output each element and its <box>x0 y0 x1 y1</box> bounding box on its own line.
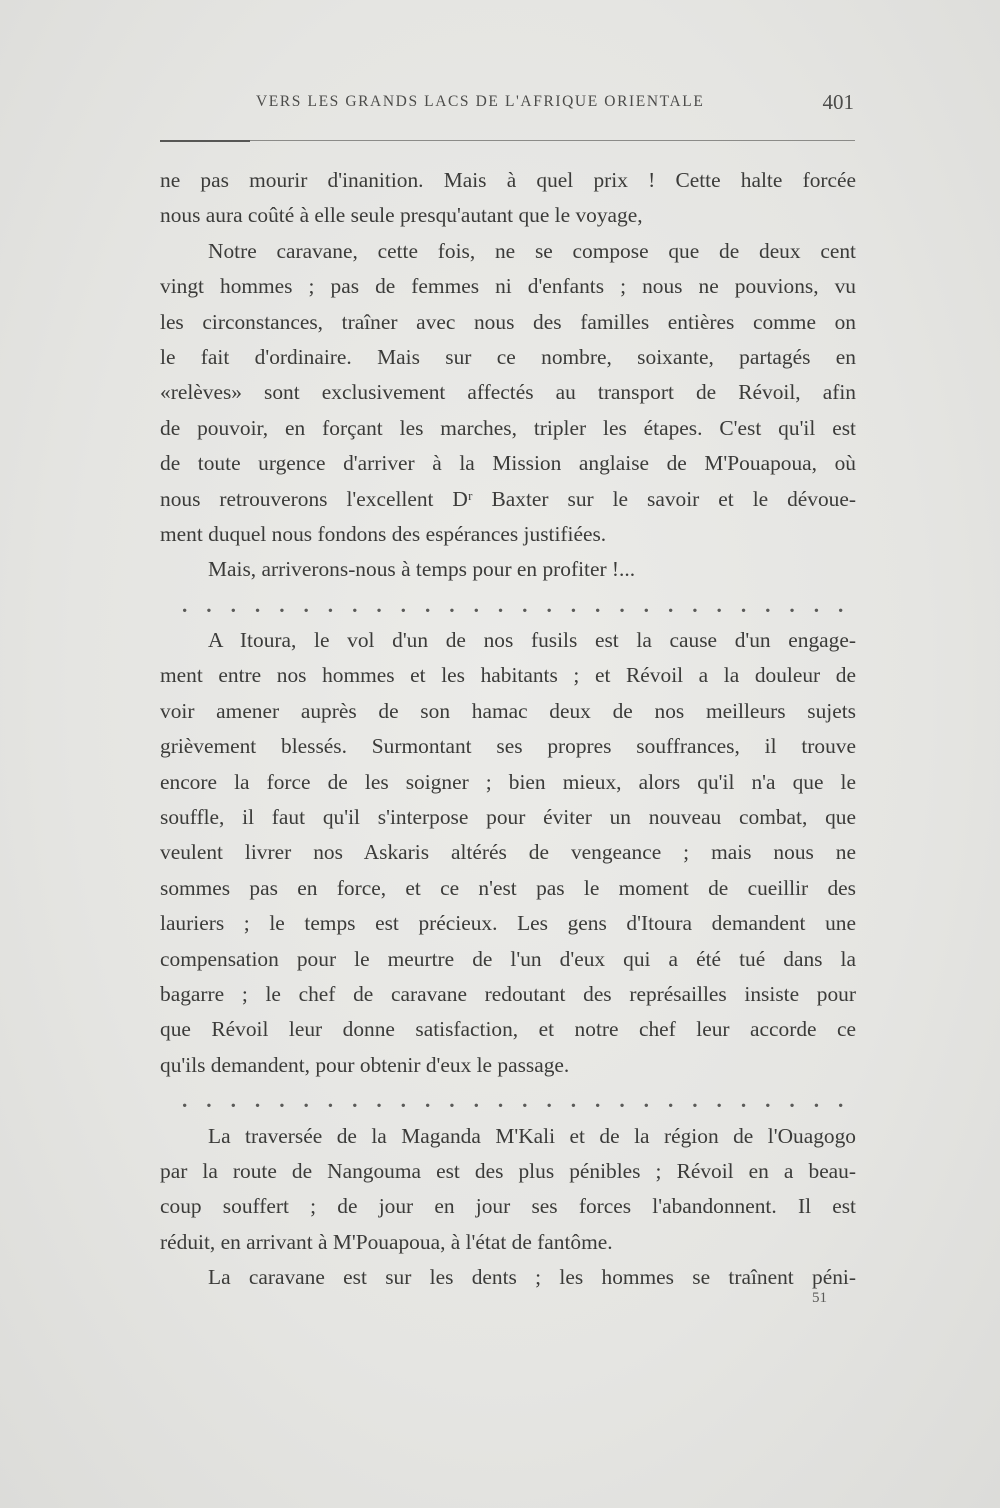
text-line: par la route de Nangouma est des plus pénibles ; Révoil en a beau- <box>160 1158 856 1183</box>
text-line: veulent livrer nos Askaris altérés de vengeance ; mais nous ne <box>160 840 856 865</box>
signature-mark: 51 <box>812 1290 827 1306</box>
text-line: lauriers ; le temps est précieux. Les gens d'Itoura demandent une <box>160 911 856 936</box>
text-line: Mais, arriverons-nous à temps pour en profiter !... <box>208 557 636 582</box>
running-head <box>160 90 860 123</box>
text-line: le fait d'ordinaire. Mais sur ce nombre, soixante, partagés en <box>160 344 856 369</box>
text-line: qu'ils demandent, pour obtenir d'eux le passage. <box>160 1052 570 1077</box>
text-line: de pouvoir, en forçant les marches, tripler les étapes. C'est qu'il est <box>160 415 856 440</box>
text-line: compensation pour le meurtre de l'un d'eux qui a été tué dans la <box>160 946 856 971</box>
running-title: VERS LES GRANDS LACS DE L'AFRIQUE ORIENTALE <box>256 93 705 110</box>
text-line: La traversée de la Maganda M'Kali et de la région de l'Ouagogo <box>208 1123 856 1148</box>
text-line: vingt hommes ; pas de femmes ni d'enfants ; nous ne pouvions, vu <box>160 274 856 299</box>
text-line: La caravane est sur les dents ; les hommes se traînent péni- <box>208 1265 856 1290</box>
text-line: nous aura coûté à elle seule presqu'autant que le voyage, <box>160 203 643 228</box>
text-line: de toute urgence d'arriver à la Mission anglaise de M'Pouapoua, où <box>160 451 856 476</box>
text-line: encore la force de les soigner ; bien mieux, alors qu'il n'a que le <box>160 769 856 794</box>
header-rule <box>160 140 855 141</box>
text-line: grièvement blessés. Surmontant ses propres souffrances, il trouve <box>160 734 856 759</box>
section-break-dots: . . . . . . . . . . . . . . . . . . . . . . . . . . . . <box>182 1088 844 1113</box>
header-rule-accent <box>160 140 250 142</box>
text-line: voir amener auprès de son hamac deux de nos meilleurs sujets <box>160 698 856 723</box>
text-line: ment entre nos hommes et les habitants ; et Révoil a la douleur de <box>160 663 856 688</box>
text-line: Notre caravane, cette fois, ne se compose que de deux cent <box>208 238 856 263</box>
text-line: ment duquel nous fondons des espérances justifiées. <box>160 521 607 546</box>
text-line: ne pas mourir d'inanition. Mais à quel prix ! Cette halte forcée <box>160 168 856 192</box>
text-line: les circonstances, traîner avec nous des familles entières comme on <box>160 309 856 334</box>
text-line: «relèves» sont exclusivement affectés au transport de Révoil, afin <box>160 380 856 405</box>
body-text <box>160 163 856 1296</box>
text-line: souffle, il faut qu'il s'interpose pour éviter un nouveau combat, que <box>160 805 856 830</box>
text-line: bagarre ; le chef de caravane redoutant des représailles insiste pour <box>160 981 856 1006</box>
text-line: A Itoura, le vol d'un de nos fusils est la cause d'un engage- <box>208 628 856 653</box>
text-line: réduit, en arrivant à M'Pouapoua, à l'état de fantôme. <box>160 1229 613 1254</box>
text-line: coup souffert ; de jour en jour ses forces l'abandonnent. Il est <box>160 1194 856 1219</box>
text-line: nous retrouverons l'excellent Dʳ Baxter sur le savoir et le dévoue- <box>160 486 856 511</box>
section-break-dots: . . . . . . . . . . . . . . . . . . . . . . . . . . . . <box>182 592 844 617</box>
text-line: que Révoil leur donne satisfaction, et notre chef leur accorde ce <box>160 1017 856 1042</box>
text-line: sommes pas en force, et ce n'est pas le moment de cueillir des <box>160 875 856 900</box>
page-number: 401 <box>822 90 854 114</box>
